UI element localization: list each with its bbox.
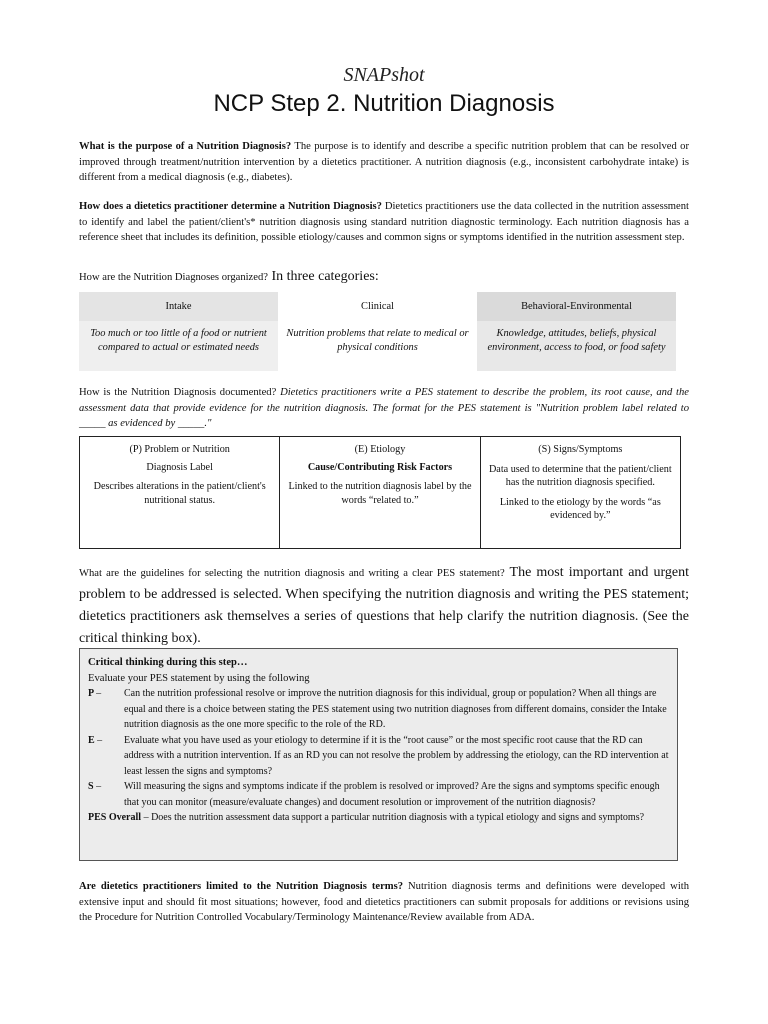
organized-answer: In three categories: [267,269,379,284]
determine-question: How does a dietetics practitioner determine a Nutrition Diagnosis? [79,201,382,212]
category-header: Clinical [278,292,477,321]
category-header: Intake [79,292,278,321]
category-description: Nutrition problems that relate to medical or physical conditions [278,321,477,371]
critical-subheading: Evaluate your PES statement by using the following [88,672,310,684]
critical-item-pes-overall [88,810,669,826]
pes-s-title: (S) Signs/Symptoms [538,444,623,455]
documented-answer: Dietetics practitioners write a PES statement to describe the problem, its root cause, and the assessment data that provide evidence for the nutrition diagnosis. The format for the PES statement is "Nutrition problem label related to _____ as evidenced by _____." [79,387,689,429]
documented-question: How is the Nutrition Diagnosis documented? [79,387,277,398]
category-header: Behavioral-Environmental [477,292,676,321]
critical-heading: Critical thinking during this step… [88,657,248,668]
category-description: Too much or too little of a food or nutrient compared to actual or estimated needs [79,321,278,371]
critical-key: E [88,734,95,746]
determine-answer: Dietetics practitioners use the data collected in the nutrition assessment to identify and label the patient/client's* nutrition diagnosis using standard nutrition diagnostic terminology. Each nutrition diagnosis has a reference sheet that includes its definition, possible etiology/causes and common signs or symptoms identified in the nutrition assessment step. [79,201,689,243]
determine-paragraph [79,199,689,246]
critical-dash: – [97,734,103,746]
guidelines-paragraph [79,562,689,650]
pes-s-description-2: Linked to the etiology by the words “as evidenced by.” [499,496,661,521]
pes-e-title: (E) Etiology [354,444,406,455]
limited-question: Are dietetics practitioners limited to the Nutrition Diagnosis terms? [79,881,404,892]
page-title: NCP Step 2. Nutrition Diagnosis [213,90,555,117]
critical-item-e [88,733,669,780]
critical-overall-text: Does the nutrition assessment data support a particular nutrition diagnosis with a typical etiology and signs and symptoms? [151,812,645,823]
organized-question: How are the Nutrition Diagnoses organized? [79,272,268,283]
purpose-answer: The purpose is to identify and describe a specific nutrition problem that can be resolved or improved through treatment/nutrition intervention by a dietetics practitioner. A nutrition diagnosis (e.g., inconsistent carbohydrate intake) is different from a medical diagnosis (e.g., diabetes). [79,141,689,183]
category-intake [79,292,278,371]
pes-p-description: Describes alterations in the patient/client's nutritional status. [93,481,266,506]
guidelines-question: What are the guidelines for selecting the nutrition diagnosis and writing a clear PES statement? [79,568,505,579]
pes-etiology-column [279,437,479,548]
critical-text: Will measuring the signs and symptoms indicate if the problem is resolved or improved? Are the signs and symptoms specific enough that you can monitor (measure/evaluate changes) and document resolution or improvement of the nutrition diagnosis? [124,781,660,808]
limited-answer: Nutrition diagnosis terms and definitions were developed with extensive input and should fit most situations; however, food and dietetics practitioners can submit proposals for additions or revisions using the Procedure for Nutrition Controlled Vocabulary/Terminology Maintenance/Review available from ADA. [79,881,689,923]
pes-signs-column [480,437,680,548]
pes-e-description: Linked to the nutrition diagnosis label by the words “related to.” [288,481,472,506]
critical-dash: – [96,688,102,699]
category-behavioral-environmental [477,292,676,371]
critical-key: S [88,781,94,792]
purpose-paragraph [79,139,689,186]
critical-dash: – [96,781,102,792]
pes-s-description: Data used to determine that the patient/client has the nutrition diagnosis specified. [488,463,672,488]
purpose-question: What is the purpose of a Nutrition Diagnosis? [79,141,292,152]
critical-overall-key: PES Overall [88,812,142,823]
organized-paragraph [79,269,689,286]
pes-table [79,436,681,549]
critical-item-p [88,686,669,733]
critical-text: Can the nutrition professional resolve or improve the nutrition diagnosis for this individual, group or population? When all things are equal and there is a choice between stating the PES statement using two nutrition diagnoses from different domains, consider the Intake nutrition diagnosis as the one more specific to the role of the RD. [124,688,667,730]
limited-paragraph [79,879,689,926]
pes-p-subtitle: Diagnosis Label [146,461,213,473]
pes-e-subtitle: Cause/Contributing Risk Factors [307,461,453,473]
critical-text: Evaluate what you have used as your etiology to determine if it is the “root cause” or the most specific root cause that the RD can address with a nutrition intervention. If as an RD you can not resolve the problem by addressing the etiology, can the RD intervention at least lessen the signs and symptoms? [124,734,669,777]
pes-p-title: (P) Problem or Nutrition [129,444,230,455]
critical-item-s [88,779,669,810]
snapshot-kicker: SNAPshot [343,64,425,86]
categories-table [79,292,676,371]
guidelines-answer: The most important and urgent problem to be addressed is selected. When specifying the nutrition diagnosis and writing the PES statement; dietetics practitioners ask themselves a series of questions that help clarify the nutrition diagnosis. (See the critical thinking box). [79,565,690,646]
critical-key: P [88,688,94,699]
critical-thinking-box [79,648,678,861]
category-clinical [278,292,477,371]
documented-paragraph [79,385,689,432]
category-description: Knowledge, attitudes, beliefs, physical environment, access to food, or food safety [477,321,676,371]
critical-dash: – [143,812,149,823]
pes-problem-column [80,437,279,548]
